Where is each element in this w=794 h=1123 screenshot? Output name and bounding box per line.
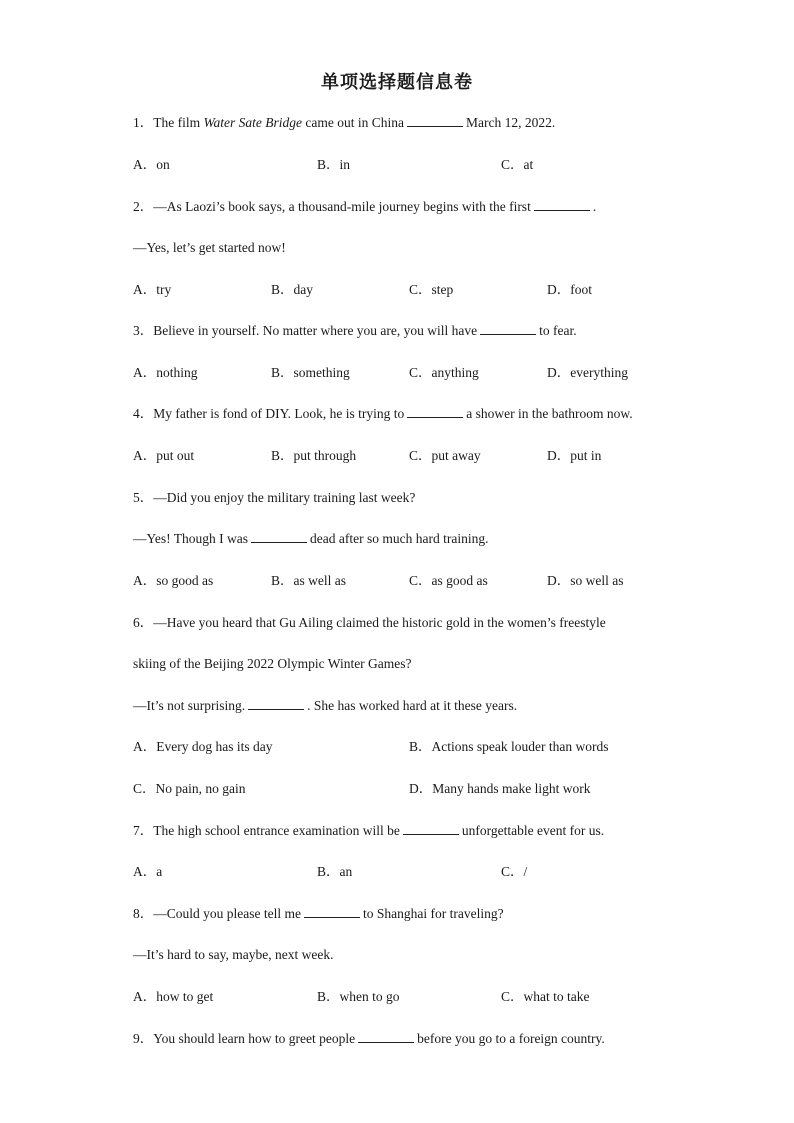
option-a[interactable]: A．Every dog has its day [133,739,273,754]
question-4-stem: 4．My father is fond of DIY. Look, he is trying to a shower in the bathroom now. [133,406,633,421]
answer-blank [480,323,536,335]
option-a[interactable]: A．nothing [133,365,198,380]
question-2-stem: 2．—As Laozi’s book says, a thousand-mile journey begins with the first . [133,199,597,214]
option-a[interactable]: A．how to get [133,989,214,1004]
question-5-stem: 5．—Did you enjoy the military training last week? [133,490,416,505]
option-a[interactable]: A．so good as [133,573,214,588]
option-c[interactable]: C．at [501,157,534,172]
question-7-stem: 7．The high school entrance examination will be unforgettable event for us. [133,823,605,838]
option-b[interactable]: B．in [317,157,351,172]
question-3-stem: 3．Believe in yourself. No matter where you are, you will have to fear. [133,323,577,338]
option-a[interactable]: A．a [133,864,163,879]
option-d[interactable]: D．everything [547,365,628,380]
option-c[interactable]: C．/ [501,864,528,879]
page-title: 单项选择题信息卷 [321,72,473,93]
question-6-stem-continued: skiing of the Beijing 2022 Olympic Winter Games? [133,656,412,671]
question-9-stem: 9．You should learn how to greet people before you go to a foreign country. [133,1031,605,1046]
option-d[interactable]: D．Many hands make light work [409,781,591,796]
option-c[interactable]: C．anything [409,365,479,380]
option-d[interactable]: D．foot [547,282,592,297]
option-c[interactable]: C．what to take [501,989,590,1004]
question-2-reply: —Yes, let’s get started now! [133,240,286,255]
option-c[interactable]: C．No pain, no gain [133,781,246,796]
answer-blank [358,1031,414,1043]
question-6-reply: —It’s not surprising. . She has worked hard at it these years. [133,698,518,713]
option-b[interactable]: B．an [317,864,353,879]
answer-blank [251,531,307,543]
option-a[interactable]: A．on [133,157,170,172]
film-title: Water Sate Bridge [203,115,302,130]
option-b[interactable]: B．when to go [317,989,400,1004]
answer-blank [304,906,360,918]
option-a[interactable]: A．put out [133,448,195,463]
question-8-reply: —It’s hard to say, maybe, next week. [133,947,334,962]
answer-blank [403,823,459,835]
question-8-stem: 8．—Could you please tell me to Shanghai for traveling? [133,906,504,921]
option-c[interactable]: C．as good as [409,573,488,588]
option-b[interactable]: B．put through [271,448,357,463]
question-5-reply: —Yes! Though I was dead after so much hard training. [133,531,489,546]
answer-blank [407,406,463,418]
answer-blank [407,115,463,127]
option-a[interactable]: A．try [133,282,172,297]
option-b[interactable]: B．day [271,282,313,297]
answer-blank [534,199,590,211]
option-c[interactable]: C．step [409,282,454,297]
option-d[interactable]: D．so well as [547,573,624,588]
option-b[interactable]: B．as well as [271,573,346,588]
option-d[interactable]: D．put in [547,448,602,463]
answer-blank [248,698,304,710]
option-b[interactable]: B．something [271,365,350,380]
option-b[interactable]: B．Actions speak louder than words [409,739,609,754]
option-c[interactable]: C．put away [409,448,481,463]
question-1-stem: 1．The film Water Sate Bridge came out in China March 12, 2022. [133,115,556,130]
question-6-stem: 6．—Have you heard that Gu Ailing claimed the historic gold in the women’s freestyle [133,615,606,630]
